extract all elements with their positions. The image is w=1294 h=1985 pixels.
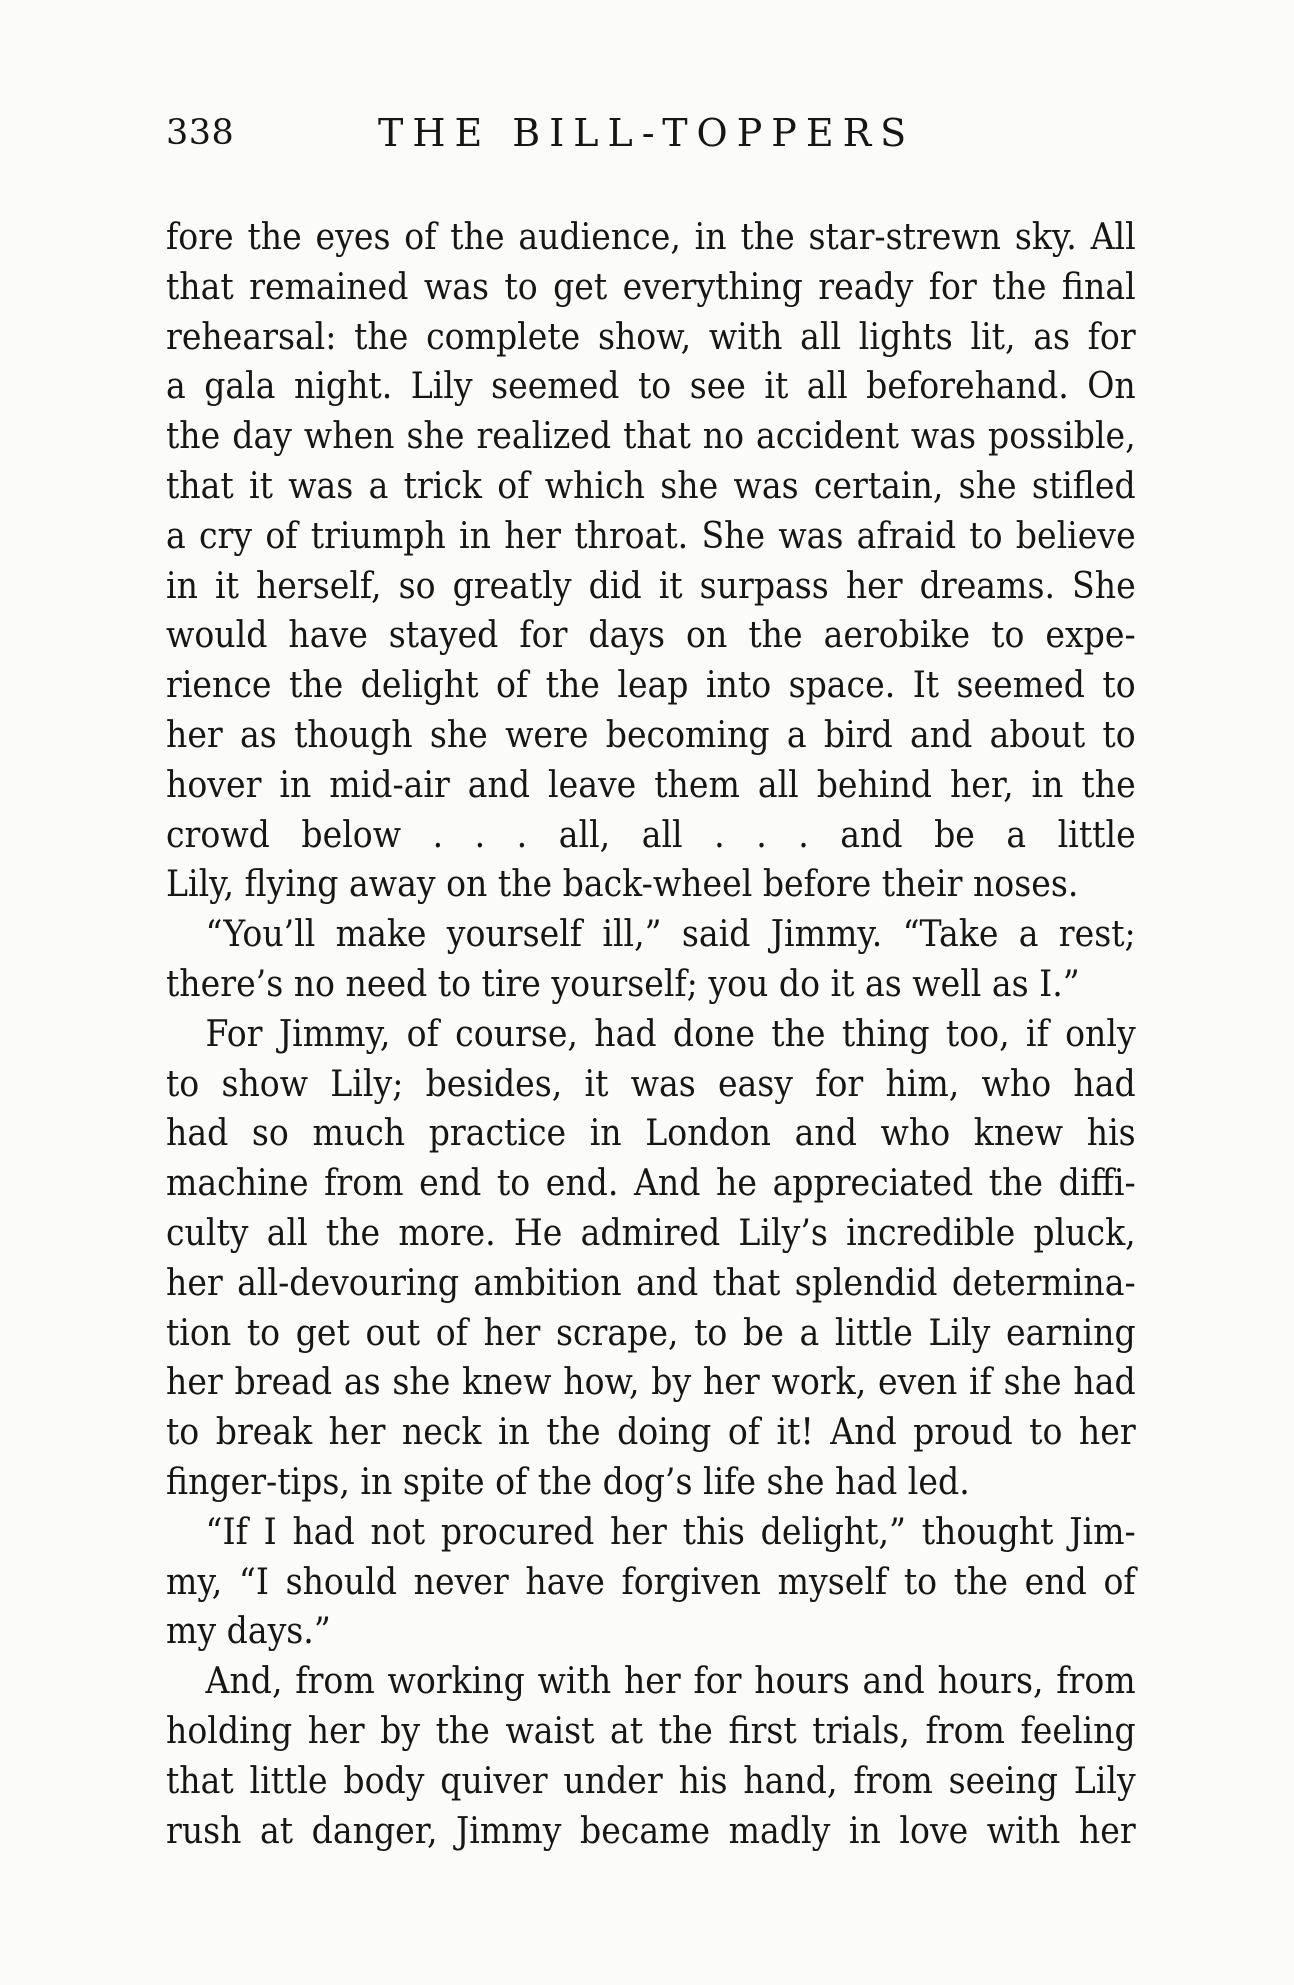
text-line: a gala night. Lily seemed to see it all beforehand. On: [166, 366, 1136, 408]
text-line: tion to get out of her scrape, to be a little Lily earning: [166, 1312, 1136, 1354]
text-line: that it was a trick of which she was certain, she stifled: [166, 465, 1136, 507]
text-line: that little body quiver under his hand, from seeing Lily: [166, 1760, 1136, 1802]
text-line: the day when she realized that no accident was possible,: [166, 416, 1136, 458]
text-line: a cry of triumph in her throat. She was afraid to believe: [166, 515, 1136, 557]
text-line: finger-tips, in spite of the dog’s life she had led.: [166, 1461, 970, 1503]
text-line: my days.”: [166, 1611, 331, 1653]
text-line: holding her by the waist at the first trials, from feeling: [166, 1710, 1136, 1752]
text-line: to break her neck in the doing of it! And proud to her: [166, 1412, 1136, 1454]
body-text: [166, 213, 1136, 1856]
text-line: And, from working with her for hours and hours, from: [205, 1661, 1136, 1703]
text-line: there’s no need to tire yourself; you do it as well as I.”: [166, 963, 1080, 1005]
text-line: that remained was to get everything ready for the final: [166, 266, 1136, 308]
text-line: For Jimmy, of course, had done the thing too, if only: [205, 1013, 1136, 1055]
text-line: her as though she were becoming a bird and about to: [166, 714, 1136, 756]
text-line: crowd below . . . all, all . . . and be a little: [166, 814, 1136, 856]
text-line: to show Lily; besides, it was easy for him, who had: [166, 1063, 1136, 1105]
text-line: in it herself, so greatly did it surpass her dreams. She: [166, 565, 1136, 607]
text-line: culty all the more. He admired Lily’s incredible pluck,: [166, 1212, 1136, 1254]
text-line: rush at danger, Jimmy became madly in love with her: [166, 1810, 1136, 1852]
page-number: 338: [166, 113, 235, 153]
text-line: “If I had not procured her this delight,” thought Jim-: [205, 1511, 1136, 1553]
text-line: rehearsal: the complete show, with all lights lit, as for: [166, 316, 1136, 358]
text-line: machine from end to end. And he appreciated the diffi-: [166, 1163, 1136, 1205]
book-title: THE BILL-TOPPERS: [378, 111, 916, 155]
text-line: her bread as she knew how, by her work, even if she had: [166, 1362, 1136, 1404]
text-line: “You’ll make yourself ill,” said Jimmy. “Take a rest;: [205, 914, 1136, 956]
running-head: [166, 108, 1126, 158]
text-line: rience the delight of the leap into space. It seemed to: [166, 665, 1136, 707]
text-line: fore the eyes of the audience, in the star-strewn sky. All: [166, 217, 1136, 258]
text-line: hover in mid-air and leave them all behind her, in the: [166, 764, 1136, 806]
text-line: would have stayed for days on the aerobike to expe-: [166, 615, 1136, 657]
text-line: her all-devouring ambition and that splendid determina-: [166, 1262, 1136, 1304]
text-line: had so much practice in London and who knew his: [166, 1113, 1136, 1155]
text-line: my, “I should never have forgiven myself to the end of: [166, 1561, 1136, 1603]
text-line: Lily, flying away on the back-wheel before their noses.: [166, 864, 1079, 906]
